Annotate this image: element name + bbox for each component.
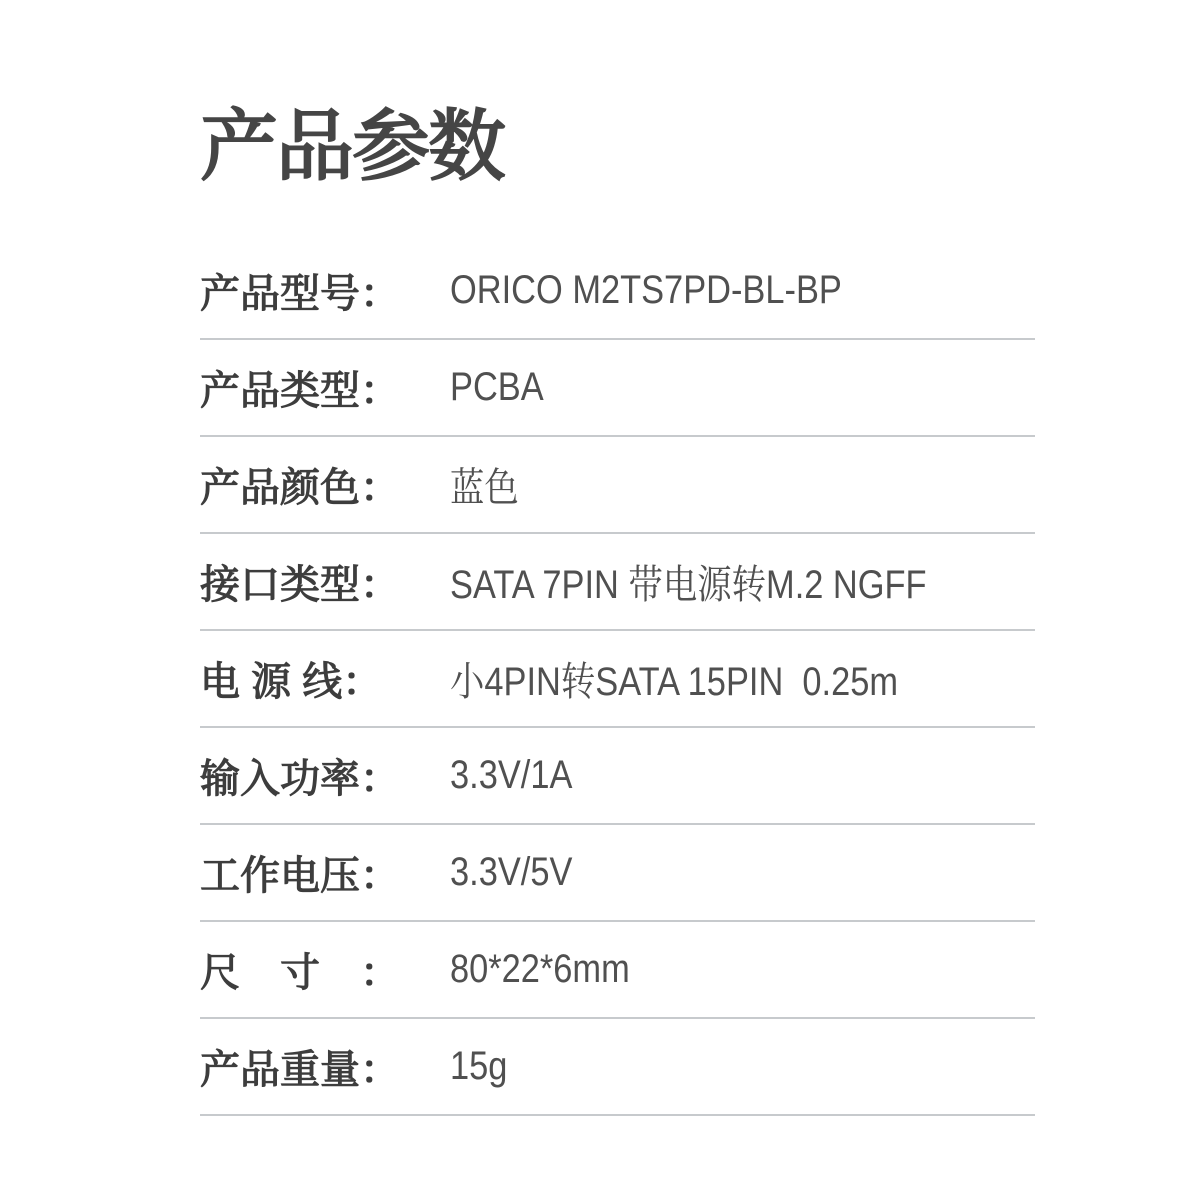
spec-value-working-voltage: 3.3V/5V bbox=[450, 850, 573, 894]
spec-table bbox=[200, 243, 1035, 1116]
spec-label-power-cable: 电 源 线： bbox=[200, 660, 383, 704]
spec-row-model bbox=[200, 243, 1035, 340]
spec-value-weight: 15g bbox=[450, 1044, 508, 1088]
spec-value-power-cable: 小4PIN转SATA 15PIN 0.25m bbox=[450, 660, 899, 704]
spec-value-type: PCBA bbox=[450, 365, 544, 409]
spec-label-weight: 产品重量： bbox=[200, 1048, 400, 1092]
spec-row-power-cable bbox=[200, 631, 1035, 728]
spec-value-model: ORICO M2TS7PD-BL-BP bbox=[450, 268, 842, 312]
spec-content bbox=[200, 104, 1035, 1116]
spec-row-interface bbox=[200, 534, 1035, 631]
spec-row-weight bbox=[200, 1019, 1035, 1116]
spec-label-type: 产品类型： bbox=[200, 369, 400, 413]
spec-row-input-power bbox=[200, 728, 1035, 825]
spec-label-model: 产品型号： bbox=[200, 272, 400, 316]
spec-value-input-power: 3.3V/1A bbox=[450, 753, 573, 797]
spec-row-color bbox=[200, 437, 1035, 534]
spec-row-type bbox=[200, 340, 1035, 437]
spec-label-color: 产品颜色： bbox=[200, 466, 400, 510]
spec-row-dimensions bbox=[200, 922, 1035, 1019]
spec-label-dimensions: 尺 寸 ： bbox=[200, 951, 400, 995]
spec-value-color: 蓝色 bbox=[450, 466, 519, 510]
spec-label-working-voltage: 工作电压： bbox=[200, 854, 400, 898]
spec-label-interface: 接口类型： bbox=[200, 563, 400, 607]
spec-value-dimensions: 80*22*6mm bbox=[450, 947, 630, 991]
spec-label-input-power: 输入功率： bbox=[200, 757, 400, 801]
spec-row-working-voltage bbox=[200, 825, 1035, 922]
spec-value-interface: SATA 7PIN 带电源转M.2 NGFF bbox=[450, 563, 927, 607]
page-title: 产品参数 bbox=[200, 102, 505, 190]
